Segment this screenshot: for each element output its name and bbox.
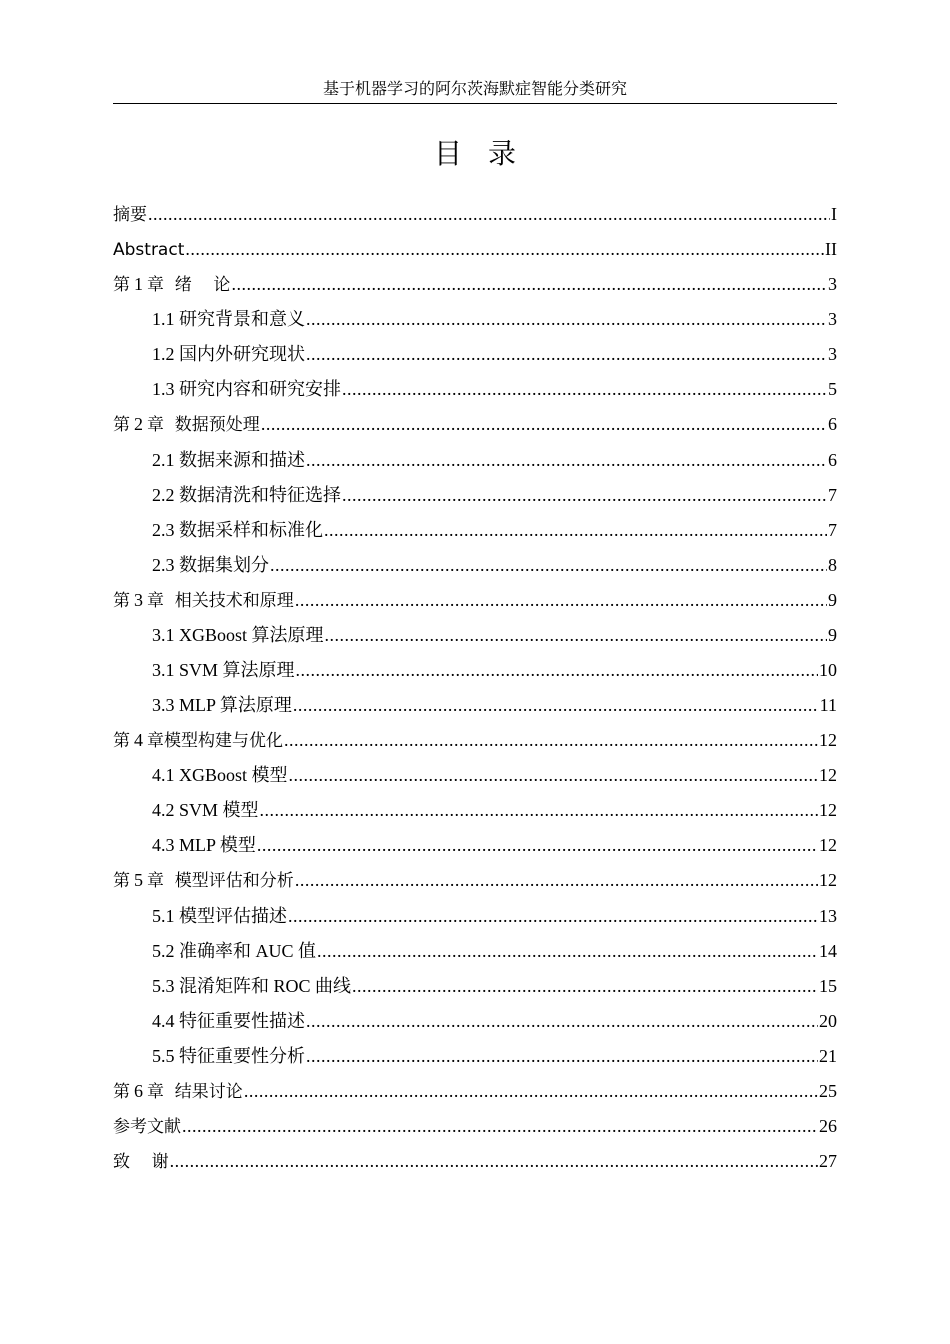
chapter-prefix: 第 [113,275,130,296]
dot-leader [270,548,827,583]
toc-entry-label: 4.4 特征重要性描述 [152,1010,305,1031]
toc-entry-label: 4.1 XGBoost 模型 [152,765,288,786]
toc-chapter-entry[interactable] [113,583,837,618]
dot-leader [317,934,818,969]
toc-page-number: 14 [819,940,837,961]
chapter-number: 6 [134,1080,143,1101]
toc-page-number: II [825,239,837,260]
toc-entry-label: 1.1 研究背景和意义 [152,309,305,330]
toc-entry-label: 致 谢 [113,1152,169,1173]
toc-entry-label: 3.1 XGBoost 算法原理 [152,624,324,645]
toc-page-number: 6 [828,414,837,435]
dot-leader [170,1144,818,1179]
chapter-title: 章 相关技术和原理 [147,590,294,611]
toc-chapter-entry[interactable] [113,723,837,758]
toc-chapter-entry[interactable] [113,863,837,898]
toc-page-number: 21 [819,1045,837,1066]
chapter-title: 章 数据预处理 [147,415,260,436]
chapter-number: 2 [134,414,143,435]
dot-leader [306,443,827,478]
toc-chapter-entry[interactable] [113,1074,837,1109]
dot-leader [288,899,818,934]
toc-section-entry[interactable] [113,618,837,653]
chapter-prefix: 第 [113,871,130,892]
dot-leader [306,1004,818,1039]
toc-page-number: 8 [828,554,837,575]
toc-section-entry[interactable] [113,653,837,688]
dot-leader [260,793,818,828]
toc-entry-label: 参考文献 [113,1117,181,1138]
toc-page-number: 12 [819,765,837,786]
dot-leader [257,828,818,863]
dot-leader [306,337,827,372]
toc-chapter-entry[interactable] [113,267,837,302]
dot-leader [324,513,827,548]
dot-leader [293,688,819,723]
toc-section-entry[interactable] [113,934,837,969]
toc-page-number: 9 [828,624,837,645]
toc-entry-label: 5.2 准确率和 AUC 值 [152,940,317,961]
toc-entry-label: 3.1 SVM 算法原理 [152,660,295,681]
toc-page-number: 12 [819,870,837,891]
toc-entry-label: 2.1 数据来源和描述 [152,449,305,470]
toc-page-number: I [831,204,837,224]
dot-leader [295,583,827,618]
toc-page-number: 9 [828,589,837,610]
toc-section-entry[interactable] [113,758,837,793]
dot-leader [342,372,827,407]
toc-page-number: 26 [819,1116,837,1137]
dot-leader [296,653,818,688]
toc-page-number: 7 [828,519,837,540]
toc-page-number: 15 [819,975,837,996]
toc-entry-label: 1.3 研究内容和研究安排 [152,379,341,400]
toc-entry-label [113,863,294,899]
chapter-prefix: 第 [113,415,130,436]
toc-title: 目录 [433,137,542,170]
toc-entry-label: 5.5 特征重要性分析 [152,1045,305,1066]
dot-leader [295,863,818,898]
toc-entry-label: Abstract [113,240,185,261]
chapter-prefix: 第 [113,1081,130,1102]
toc-entry-label: 2.3 数据采样和标准化 [152,519,323,540]
toc-section-entry[interactable] [113,969,837,1004]
toc-entry-label: 2.3 数据集划分 [152,554,269,575]
toc-entry-label: 4.3 MLP 模型 [152,835,256,856]
dot-leader [306,302,827,337]
dot-leader [284,723,818,758]
chapter-prefix: 第 [113,731,130,752]
toc-entry-label [113,1074,243,1110]
toc-entry-label: 5.3 混淆矩阵和 ROC 曲线 [152,975,352,996]
toc-section-entry[interactable] [113,899,837,934]
dot-leader [244,1074,818,1109]
toc-page-number: 5 [828,379,837,400]
dot-leader [182,1109,818,1144]
chapter-number: 3 [134,589,143,610]
toc-section-entry[interactable] [113,793,837,828]
toc-entry-label: 5.1 模型评估描述 [152,905,287,926]
dot-leader [185,232,824,267]
toc-chapter-entry[interactable] [113,1144,837,1179]
toc-section-entry[interactable] [113,688,837,723]
toc-entry-label: 摘要 [113,205,147,225]
chapter-title: 章 结果讨论 [147,1081,243,1102]
toc-section-entry[interactable] [113,1039,837,1074]
toc-section-entry[interactable] [113,828,837,863]
toc-section-entry[interactable] [113,1004,837,1039]
toc-entry-label [113,407,260,443]
toc-entry-label: 4.2 SVM 模型 [152,800,259,821]
toc-page-number: 3 [828,344,837,365]
toc-page-number: 3 [828,274,837,295]
toc-page-number: 25 [819,1080,837,1101]
toc-entry-label [113,583,294,619]
toc-section-entry[interactable] [113,302,837,337]
dot-leader [352,969,818,1004]
chapter-title: 章模型构建与优化 [147,731,283,752]
toc-page-number: 13 [819,905,837,926]
chapter-title: 章 模型评估和分析 [147,871,294,892]
dot-leader [148,197,830,232]
toc-list [113,197,837,1179]
toc-entry-label: 2.2 数据清洗和特征选择 [152,484,341,505]
toc-page-number: 12 [819,730,837,751]
toc-chapter-entry[interactable] [113,197,837,232]
toc-section-entry[interactable] [113,478,837,513]
chapter-number: 5 [134,870,143,891]
toc-page-number: 12 [819,800,837,821]
toc-section-entry[interactable] [113,548,837,583]
toc-section-entry[interactable] [113,443,837,478]
toc-entry-label: 3.3 MLP 算法原理 [152,695,292,716]
toc-section-entry[interactable] [113,372,837,407]
dot-leader [342,478,827,513]
toc-page-number: 10 [819,660,837,681]
chapter-title: 章 绪 论 [147,275,231,296]
toc-page-number: 11 [819,695,837,716]
toc-page-number: 27 [819,1151,837,1172]
toc-entry-label: 1.2 国内外研究现状 [152,344,305,365]
chapter-prefix: 第 [113,590,130,611]
toc-page-number: 3 [828,309,837,330]
toc-entry-label [113,267,230,303]
running-header: 基于机器学习的阿尔茨海默症智能分类研究 [322,81,627,98]
toc-page-number: 7 [828,484,837,505]
chapter-number: 4 [134,730,143,751]
toc-chapter-entry[interactable] [113,232,837,267]
dot-leader [261,407,827,442]
toc-page-number: 12 [819,835,837,856]
toc-page-number: 20 [819,1010,837,1031]
toc-chapter-entry[interactable] [113,407,837,442]
dot-leader [325,618,827,653]
toc-page-number: 6 [828,449,837,470]
dot-leader [289,758,818,793]
toc-section-entry[interactable] [113,337,837,372]
toc-entry-label [113,723,283,759]
header-rule [113,103,837,104]
chapter-number: 1 [134,274,143,295]
dot-leader [306,1039,818,1074]
dot-leader [231,267,827,302]
toc-chapter-entry[interactable] [113,1109,837,1144]
toc-section-entry[interactable] [113,513,837,548]
